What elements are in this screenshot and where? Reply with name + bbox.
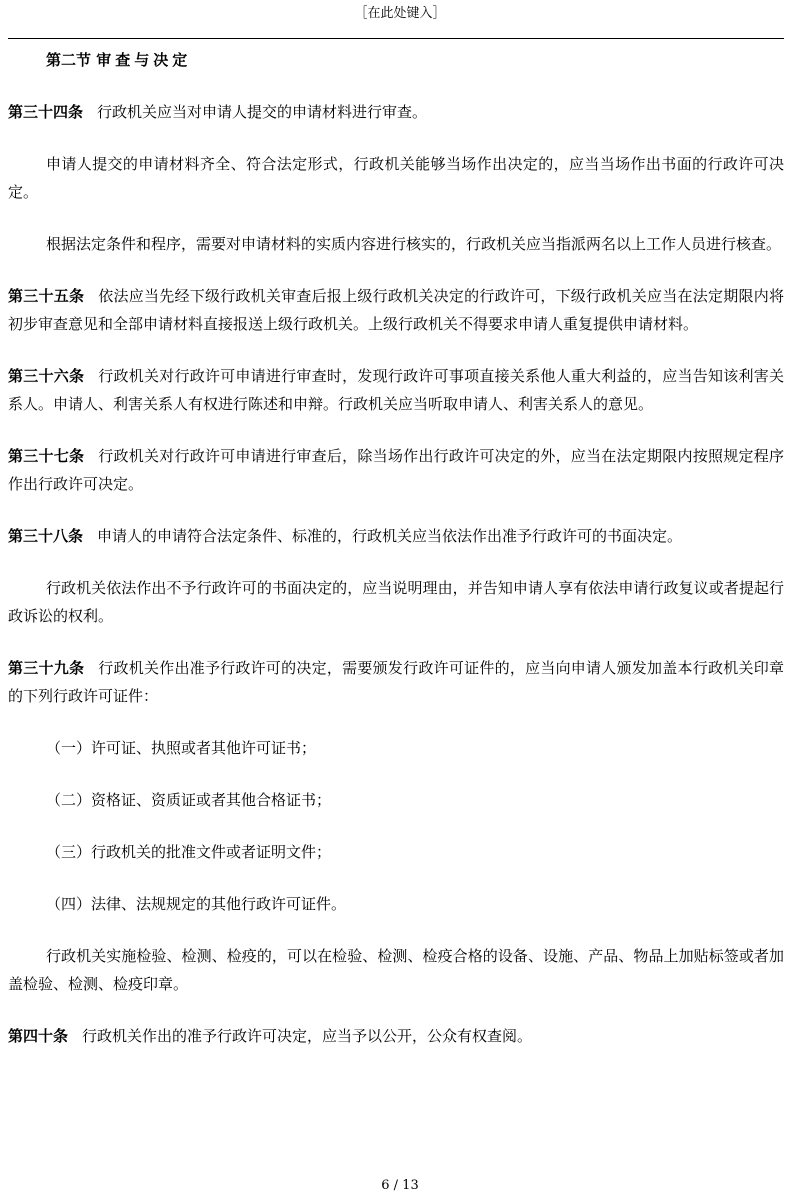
page-number: 6 / 13	[381, 1178, 419, 1193]
article-number: 第四十条	[8, 1027, 69, 1045]
article-text: 申请人的申请符合法定条件、标准的，行政机关应当依法作出准予行政许可的书面决定。	[97, 527, 683, 545]
article-38	[8, 522, 784, 550]
article-text: 行政机关作出准予行政许可的决定，需要颁发行政许可证件的，应当向申请人颁发加盖本行政机关印章的下列行政许可证件：	[8, 659, 784, 705]
article-39	[8, 654, 784, 710]
article-text: 行政机关应当对申请人提交的申请材料进行审查。	[97, 103, 428, 121]
section-title	[8, 46, 784, 74]
article-37	[8, 442, 784, 498]
article-number: 第三十七条	[8, 447, 85, 465]
section-name: 审查与决定	[96, 51, 192, 69]
document-body	[8, 46, 784, 1074]
article-number: 第三十八条	[8, 527, 84, 545]
article-40	[8, 1022, 784, 1050]
article-35	[8, 282, 784, 338]
article-text: 行政机关对行政许可申请进行审查时，发现行政许可事项直接关系他人重大利益的，应当告知该利害关系人。申请人、利害关系人有权进行陈述和申辩。行政机关应当听取申请人、利害关系人的意见。	[8, 367, 784, 413]
list-item: （一）许可证、执照或者其他许可证书；	[46, 739, 317, 757]
article-38-paragraph-2: 行政机关依法作出不予行政许可的书面决定的，应当说明理由，并告知申请人享有依法申请行政复议或者提起行政诉讼的权利。	[8, 579, 784, 625]
article-number: 第三十六条	[8, 367, 85, 385]
article-36	[8, 362, 784, 418]
article-text: 行政机关对行政许可申请进行审查后，除当场作出行政许可决定的外，应当在法定期限内按照规定程序作出行政许可决定。	[8, 447, 784, 493]
article-34-paragraph-2: 申请人提交的申请材料齐全、符合法定形式，行政机关能够当场作出决定的，应当当场作出书面的行政许可决定。	[8, 155, 784, 201]
list-item: （四）法律、法规规定的其他行政许可证件。	[46, 895, 347, 913]
page-header: ［在此处键入］	[354, 6, 446, 21]
list-item: （三）行政机关的批准文件或者证明文件；	[46, 843, 332, 861]
header-divider	[8, 38, 784, 39]
article-number: 第三十四条	[8, 103, 84, 121]
article-34	[8, 98, 784, 126]
article-number: 第三十九条	[8, 659, 85, 677]
list-item: （二）资格证、资质证或者其他合格证书；	[46, 791, 332, 809]
article-34-paragraph-3: 根据法定条件和程序，需要对申请材料的实质内容进行核实的，行政机关应当指派两名以上工作人员进行核查。	[46, 235, 782, 253]
article-text: 依法应当先经下级行政机关审查后报上级行政机关决定的行政许可，下级行政机关应当在法定期限内将初步审查意见和全部申请材料直接报送上级行政机关。上级行政机关不得要求申请人重复提供申请材料。	[8, 287, 784, 333]
article-text: 行政机关作出的准予行政许可决定，应当予以公开，公众有权查阅。	[82, 1027, 533, 1045]
article-39-paragraph-2: 行政机关实施检验、检测、检疫的，可以在检验、检测、检疫合格的设备、设施、产品、物品上加贴标签或者加盖检验、检测、检疫印章。	[8, 947, 784, 993]
article-number: 第三十五条	[8, 287, 85, 305]
section-number: 第二节	[46, 51, 92, 69]
